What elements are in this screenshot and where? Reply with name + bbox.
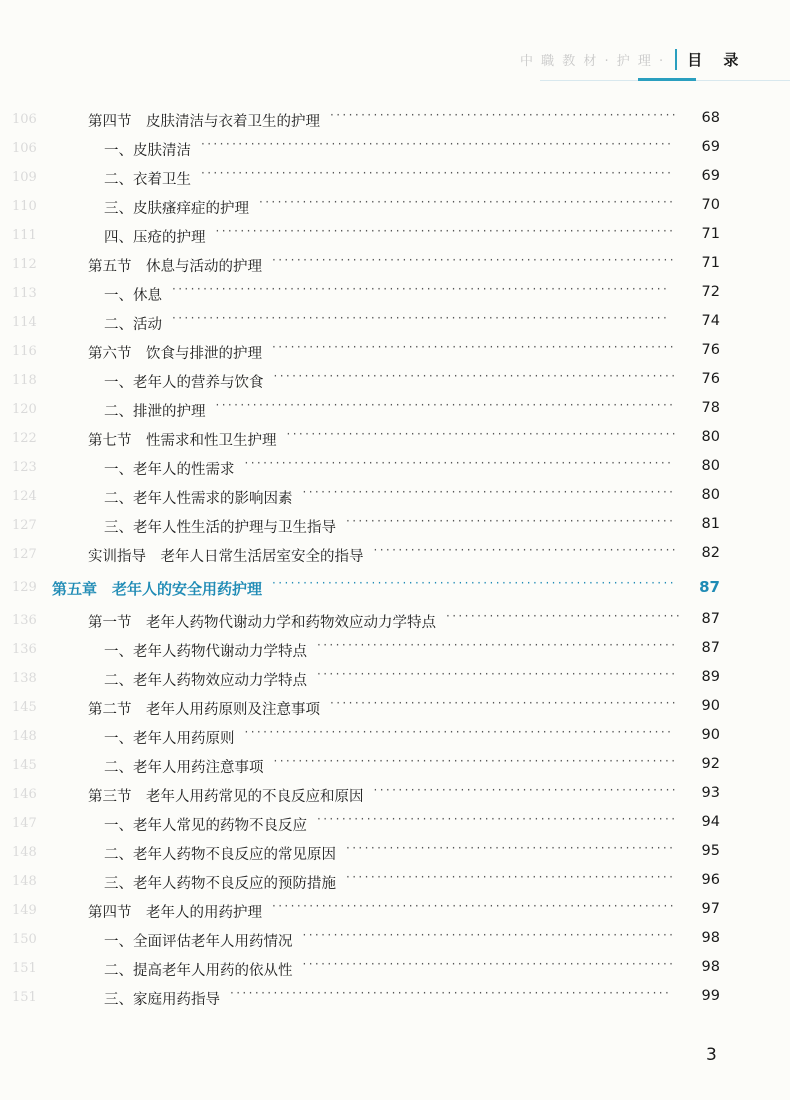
header-faint-text: 中 職 教 材 · 护 理 ·	[520, 53, 666, 69]
toc-entry-page: 81	[701, 516, 720, 532]
toc-entry-title: 二、排泄的护理	[104, 404, 206, 420]
toc-section-entry	[0, 897, 790, 926]
ghost-number: 148	[12, 845, 37, 860]
toc-item-entry	[0, 367, 790, 396]
toc-entry-title: 一、老年人的性需求	[104, 462, 235, 478]
toc-entry-title: 三、家庭用药指导	[104, 992, 220, 1008]
toc-leader-dots: ·····································································	[244, 456, 674, 470]
ghost-number: 106	[12, 112, 37, 127]
ghost-number: 149	[12, 903, 37, 918]
toc-entry-page: 76	[701, 342, 720, 358]
ghost-number: 122	[12, 431, 37, 446]
toc-item-entry	[0, 483, 790, 512]
toc-entry-title: 实训指导 老年人日常生活居室安全的指导	[88, 549, 364, 565]
toc-leader-dots: ·················································	[373, 783, 679, 797]
ghost-number: 145	[12, 758, 37, 773]
ghost-number: 112	[12, 257, 37, 272]
toc-item-entry	[0, 512, 790, 541]
toc-item-entry	[0, 752, 790, 781]
toc-leader-dots: ··········································································	[215, 224, 676, 238]
toc-entry-title: 三、皮肤瘙痒症的护理	[104, 201, 249, 217]
toc-entry-page: 72	[701, 284, 720, 300]
toc-entry-page: 71	[701, 255, 720, 271]
toc-entry-title: 一、休息	[104, 288, 162, 304]
toc-entry-page: 90	[701, 698, 720, 714]
ghost-number: 106	[12, 141, 37, 156]
toc-leader-dots: ·································································	[273, 369, 678, 383]
toc-entry-page: 92	[701, 756, 720, 772]
ghost-number: 110	[12, 199, 37, 214]
toc-entry-page: 99	[701, 988, 720, 1004]
toc-leader-dots: ············································································	[201, 137, 674, 151]
toc-entry-title: 第四节 皮肤清洁与衣着卫生的护理	[88, 114, 320, 130]
toc-entry-title: 二、提高老年人用药的依从性	[104, 963, 293, 979]
header-title: 目 录	[675, 49, 746, 70]
ghost-number: 129	[12, 580, 37, 595]
toc-section-entry	[0, 425, 790, 454]
toc-entry-page: 76	[701, 371, 720, 387]
toc-item-entry	[0, 839, 790, 868]
toc-entry-page: 87	[699, 578, 720, 596]
toc-entry-page: 80	[701, 487, 720, 503]
toc-leader-dots: ················································································	[172, 311, 670, 325]
toc-item-entry	[0, 868, 790, 897]
toc-entry-title: 二、老年人药物不良反应的常见原因	[104, 847, 336, 863]
toc-entry-page: 98	[701, 959, 720, 975]
toc-entry-title: 三、老年人性生活的护理与卫生指导	[104, 520, 336, 536]
ghost-number: 120	[12, 402, 37, 417]
ghost-number: 148	[12, 729, 37, 744]
toc-section-entry	[0, 541, 790, 570]
toc-leader-dots: ··········································································	[215, 398, 676, 412]
toc-leader-dots: ······································	[446, 609, 683, 623]
toc-item-entry	[0, 665, 790, 694]
toc-section-entry	[0, 694, 790, 723]
toc-entry-title: 第六节 饮食与排泄的护理	[88, 346, 262, 362]
toc-leader-dots: ····························································	[302, 928, 676, 942]
toc-leader-dots: ························································	[330, 108, 679, 122]
toc-entry-page: 94	[701, 814, 720, 830]
toc-entry-title: 二、老年人药物效应动力学特点	[104, 673, 307, 689]
toc-leader-dots: ····························································	[302, 485, 676, 499]
ghost-number: 146	[12, 787, 37, 802]
ghost-number: 118	[12, 373, 37, 388]
ghost-number: 123	[12, 460, 37, 475]
toc-entry-title: 一、皮肤清洁	[104, 143, 191, 159]
toc-item-entry	[0, 454, 790, 483]
ghost-number: 116	[12, 344, 37, 359]
toc-item-entry	[0, 135, 790, 164]
toc-entry-page: 87	[701, 640, 720, 656]
toc-leader-dots: ·······························································	[286, 427, 679, 441]
toc-entry-page: 98	[701, 930, 720, 946]
ghost-number: 127	[12, 547, 37, 562]
ghost-number: 113	[12, 286, 37, 301]
toc-section-entry	[0, 607, 790, 636]
toc-item-entry	[0, 810, 790, 839]
toc-leader-dots: ··························································	[317, 667, 678, 681]
ghost-number: 136	[12, 642, 37, 657]
toc-leader-dots: ·····················································	[346, 514, 676, 528]
toc-entry-page: 90	[701, 727, 720, 743]
ghost-number: 151	[12, 961, 37, 976]
toc-item-entry	[0, 222, 790, 251]
toc-item-entry	[0, 309, 790, 338]
toc-section-entry	[0, 338, 790, 367]
page-number: 3	[706, 1045, 717, 1065]
toc-entry-title: 一、老年人用药原则	[104, 731, 235, 747]
toc-section-entry	[0, 251, 790, 280]
toc-leader-dots: ·······································································	[230, 986, 672, 1000]
toc-entry-title: 二、老年人性需求的影响因素	[104, 491, 293, 507]
toc-entry-page: 97	[701, 901, 720, 917]
ghost-number: 150	[12, 932, 37, 947]
toc-entry-title: 二、活动	[104, 317, 162, 333]
toc-entry-page: 68	[701, 110, 720, 126]
toc-leader-dots: ··························································	[317, 638, 678, 652]
toc-entry-page: 78	[701, 400, 720, 416]
toc-entry-page: 70	[701, 197, 720, 213]
toc-entry-title: 第三节 老年人用药常见的不良反应和原因	[88, 789, 364, 805]
toc-entry-page: 96	[701, 872, 720, 888]
toc-leader-dots: ·································································	[272, 340, 676, 354]
ghost-number: 109	[12, 170, 37, 185]
toc-chapter-entry	[0, 574, 790, 603]
ghost-number: 151	[12, 990, 37, 1005]
toc-entry-title: 四、压疮的护理	[104, 230, 206, 246]
toc-leader-dots: ·································································	[272, 899, 676, 913]
toc-entry-title: 第五节 休息与活动的护理	[88, 259, 262, 275]
toc-entry-title: 第二节 老年人用药原则及注意事项	[88, 702, 320, 718]
toc-leader-dots: ·················································	[373, 543, 679, 557]
toc-leader-dots: ·································································	[272, 253, 676, 267]
toc-section-entry	[0, 106, 790, 135]
toc-leader-dots: ·································································	[272, 576, 676, 590]
toc-item-entry	[0, 193, 790, 222]
toc-entry-title: 第五章 老年人的安全用药护理	[52, 580, 263, 598]
toc-leader-dots: ··························································	[317, 812, 678, 826]
running-header	[520, 42, 790, 76]
toc-leader-dots: ···································································	[259, 195, 676, 209]
toc-item-entry	[0, 723, 790, 752]
toc-entry-title: 一、老年人的营养与饮食	[104, 375, 264, 391]
ghost-number: 124	[12, 489, 37, 504]
toc-entry-page: 74	[701, 313, 720, 329]
toc-leader-dots: ·····················································	[346, 870, 676, 884]
toc-item-entry	[0, 164, 790, 193]
toc-entry-page: 80	[701, 429, 720, 445]
toc-entry-title: 第一节 老年人药物代谢动力学和药物效应动力学特点	[88, 615, 436, 631]
toc-entry-title: 二、老年人用药注意事项	[104, 760, 264, 776]
toc-entry-title: 一、老年人常见的药物不良反应	[104, 818, 307, 834]
table-of-contents	[0, 106, 790, 1013]
ghost-number: 148	[12, 874, 37, 889]
toc-item-entry	[0, 926, 790, 955]
toc-entry-title: 第四节 老年人的用药护理	[88, 905, 262, 921]
toc-leader-dots: ························································	[330, 696, 679, 710]
ghost-number: 145	[12, 700, 37, 715]
ghost-number: 127	[12, 518, 37, 533]
toc-entry-title: 三、老年人药物不良反应的预防措施	[104, 876, 336, 892]
toc-leader-dots: ················································································	[172, 282, 670, 296]
toc-item-entry	[0, 955, 790, 984]
toc-entry-page: 71	[701, 226, 720, 242]
toc-leader-dots: ·····································································	[244, 725, 674, 739]
header-accent-bar	[638, 78, 696, 81]
toc-item-entry	[0, 396, 790, 425]
toc-entry-page: 89	[701, 669, 720, 685]
toc-entry-page: 80	[701, 458, 720, 474]
ghost-number: 147	[12, 816, 37, 831]
toc-leader-dots: ·····················································	[346, 841, 676, 855]
toc-entry-page: 69	[701, 168, 720, 184]
ghost-number: 114	[12, 315, 37, 330]
toc-entry-title: 一、老年人药物代谢动力学特点	[104, 644, 307, 660]
toc-entry-page: 87	[701, 611, 720, 627]
toc-leader-dots: ············································································	[201, 166, 674, 180]
toc-leader-dots: ····························································	[302, 957, 676, 971]
toc-entry-title: 一、全面评估老年人用药情况	[104, 934, 293, 950]
ghost-number: 136	[12, 613, 37, 628]
toc-leader-dots: ·································································	[273, 754, 678, 768]
toc-entry-page: 82	[701, 545, 720, 561]
toc-entry-page: 69	[701, 139, 720, 155]
toc-entry-page: 95	[701, 843, 720, 859]
ghost-number: 111	[12, 228, 37, 243]
toc-section-entry	[0, 781, 790, 810]
toc-item-entry	[0, 280, 790, 309]
toc-entry-title: 二、衣着卫生	[104, 172, 191, 188]
ghost-number: 138	[12, 671, 37, 686]
toc-entry-page: 93	[701, 785, 720, 801]
toc-item-entry	[0, 984, 790, 1013]
toc-item-entry	[0, 636, 790, 665]
toc-entry-title: 第七节 性需求和性卫生护理	[88, 433, 277, 449]
